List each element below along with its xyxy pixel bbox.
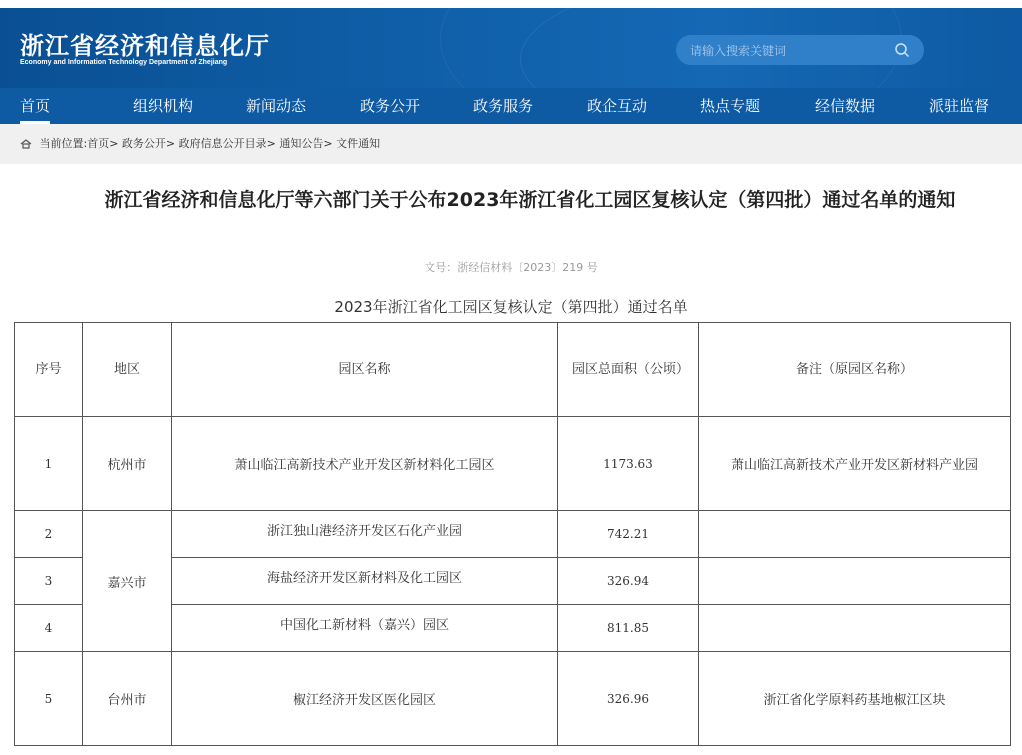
nav-item-interaction[interactable]: 政企互动 (587, 97, 648, 115)
row-index: 3 (15, 558, 83, 605)
row-region: 嘉兴市 (83, 511, 172, 652)
row-park-name: 萧山临江高新技术产业开发区新材料化工园区 (172, 417, 558, 511)
nav-item-home[interactable]: 首页 (20, 88, 50, 124)
nav-item-gov-open[interactable]: 政务公开 (360, 97, 421, 115)
table-row (15, 652, 1011, 746)
row-area: 326.94 (558, 558, 699, 605)
row-park-name: 中国化工新材料（嘉兴）园区 (172, 605, 558, 652)
site-header (0, 8, 1022, 88)
row-park-name: 椒江经济开发区医化园区 (172, 652, 558, 746)
row-area: 326.96 (558, 652, 699, 746)
breadcrumb-prefix: 当前位置: (39, 137, 88, 150)
row-note: 浙江省化学原料药基地椒江区块 (699, 652, 1011, 746)
main-nav (0, 88, 1022, 124)
header-park-name: 园区名称 (172, 323, 558, 417)
header-index: 序号 (15, 323, 83, 417)
header-note: 备注（原园区名称） (699, 323, 1011, 417)
table-title: 2023年浙江省化工园区复核认定（第四批）通过名单 (334, 298, 688, 316)
document-number: 文号：浙经信材料〔2023〕219 号 (424, 261, 598, 274)
row-park-name: 海盐经济开发区新材料及化工园区 (172, 558, 558, 605)
nav-item-news[interactable]: 新闻动态 (246, 97, 307, 115)
row-region: 杭州市 (83, 417, 172, 511)
site-logo-subtitle: Economy and Information Technology Department of Zhejiang (20, 59, 228, 66)
search-icon[interactable] (894, 42, 910, 58)
row-index: 2 (15, 511, 83, 558)
table-row (15, 511, 1011, 558)
row-region: 台州市 (83, 652, 172, 746)
row-area: 811.85 (558, 605, 699, 652)
search-input[interactable] (688, 41, 892, 61)
table-row (15, 417, 1011, 511)
nav-item-data[interactable]: 经信数据 (815, 97, 876, 115)
row-note (699, 558, 1011, 605)
nav-item-organization[interactable]: 组织机构 (133, 97, 194, 115)
site-logo-title[interactable]: 浙江省经济和信息化厅 (20, 32, 270, 60)
table-header-row (15, 323, 1011, 417)
breadcrumb-path[interactable]: 首页> 政务公开> 政府信息公开目录> 通知公告> 文件通知 (87, 137, 381, 150)
park-list-table (14, 322, 1011, 746)
row-park-name: 浙江独山港经济开发区石化产业园 (172, 511, 558, 558)
home-icon (20, 139, 32, 149)
search-box (676, 35, 924, 65)
breadcrumb (0, 124, 1022, 164)
header-area: 园区总面积（公顷） (558, 323, 699, 417)
row-index: 4 (15, 605, 83, 652)
row-note (699, 605, 1011, 652)
row-index: 5 (15, 652, 83, 746)
header-region: 地区 (83, 323, 172, 417)
nav-item-gov-service[interactable]: 政务服务 (473, 97, 534, 115)
row-note (699, 511, 1011, 558)
row-index: 1 (15, 417, 83, 511)
nav-item-topics[interactable]: 热点专题 (700, 97, 761, 115)
nav-item-supervision[interactable]: 派驻监督 (929, 97, 990, 115)
row-area: 742.21 (558, 511, 699, 558)
article-title: 浙江省经济和信息化厅等六部门关于公布2023年浙江省化工园区复核认定（第四批）通过名单的通知 (104, 189, 956, 211)
row-note: 萧山临江高新技术产业开发区新材料产业园 (699, 417, 1011, 511)
row-area: 1173.63 (558, 417, 699, 511)
